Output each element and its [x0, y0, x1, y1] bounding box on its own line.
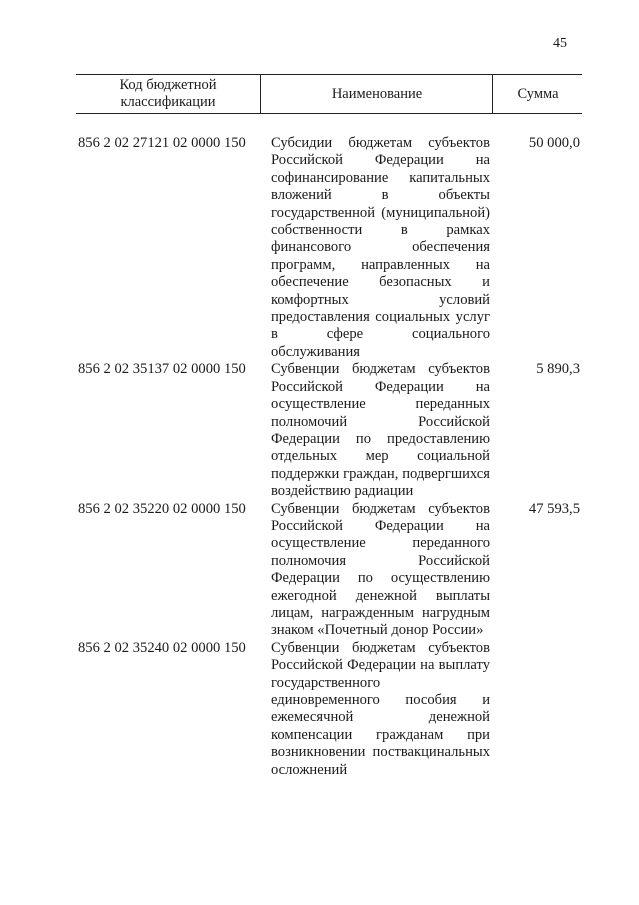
- row-name: Субвенции бюджетам субъектов Российской Федерации на выплату государственного единовременного пособия и ежемесячной денежной компенсации гражданам при возникновении поствакцинальных осложнений: [271, 639, 490, 778]
- row-sum: 50 000,0: [528, 135, 580, 151]
- header-code: Код бюджетной классификации: [119, 77, 217, 110]
- table-row: [78, 135, 582, 361]
- table-body: [78, 135, 582, 779]
- row-sum: 5 890,3: [536, 361, 580, 378]
- table-row: [78, 361, 582, 500]
- row-code: 856 2 02 27121 02 0000 150: [78, 135, 246, 151]
- header-name: Наименование: [260, 75, 493, 113]
- page-number: 45: [553, 36, 567, 51]
- row-name: Субвенции бюджетам субъектов Российской Федерации на осуществление переданных полномочий Российской Федерации по предоставлению отдельных мер социальной поддержки граждан, подвергшихся воздействию радиации: [271, 361, 490, 500]
- table-row: [78, 640, 582, 779]
- table-header: [76, 74, 582, 114]
- header-sum: Сумма: [492, 75, 583, 113]
- row-name: Субсидии бюджетам субъектов Российской Федерации на софинансирование капитальных вложений в объекты государственной (муниципальной) собственности в рамках финансового обеспечения программ, направленных на обеспечение безопасных и комфортных условий предоставления социальных услуг в сфере социального обслуживания: [271, 135, 490, 360]
- row-code: 856 2 02 35240 02 0000 150: [78, 639, 246, 656]
- row-code: 856 2 02 35220 02 0000 150: [78, 500, 246, 517]
- table-row: [78, 501, 582, 640]
- row-sum: 47 593,5: [528, 500, 580, 517]
- row-code: 856 2 02 35137 02 0000 150: [78, 361, 246, 378]
- row-name: Субвенции бюджетам субъектов Российской Федерации на осуществление переданного полномочия Российской Федерации по осуществлению ежегодной денежной выплаты лицам, награжденным нагрудным знаком «Почетный донор России»: [271, 500, 490, 639]
